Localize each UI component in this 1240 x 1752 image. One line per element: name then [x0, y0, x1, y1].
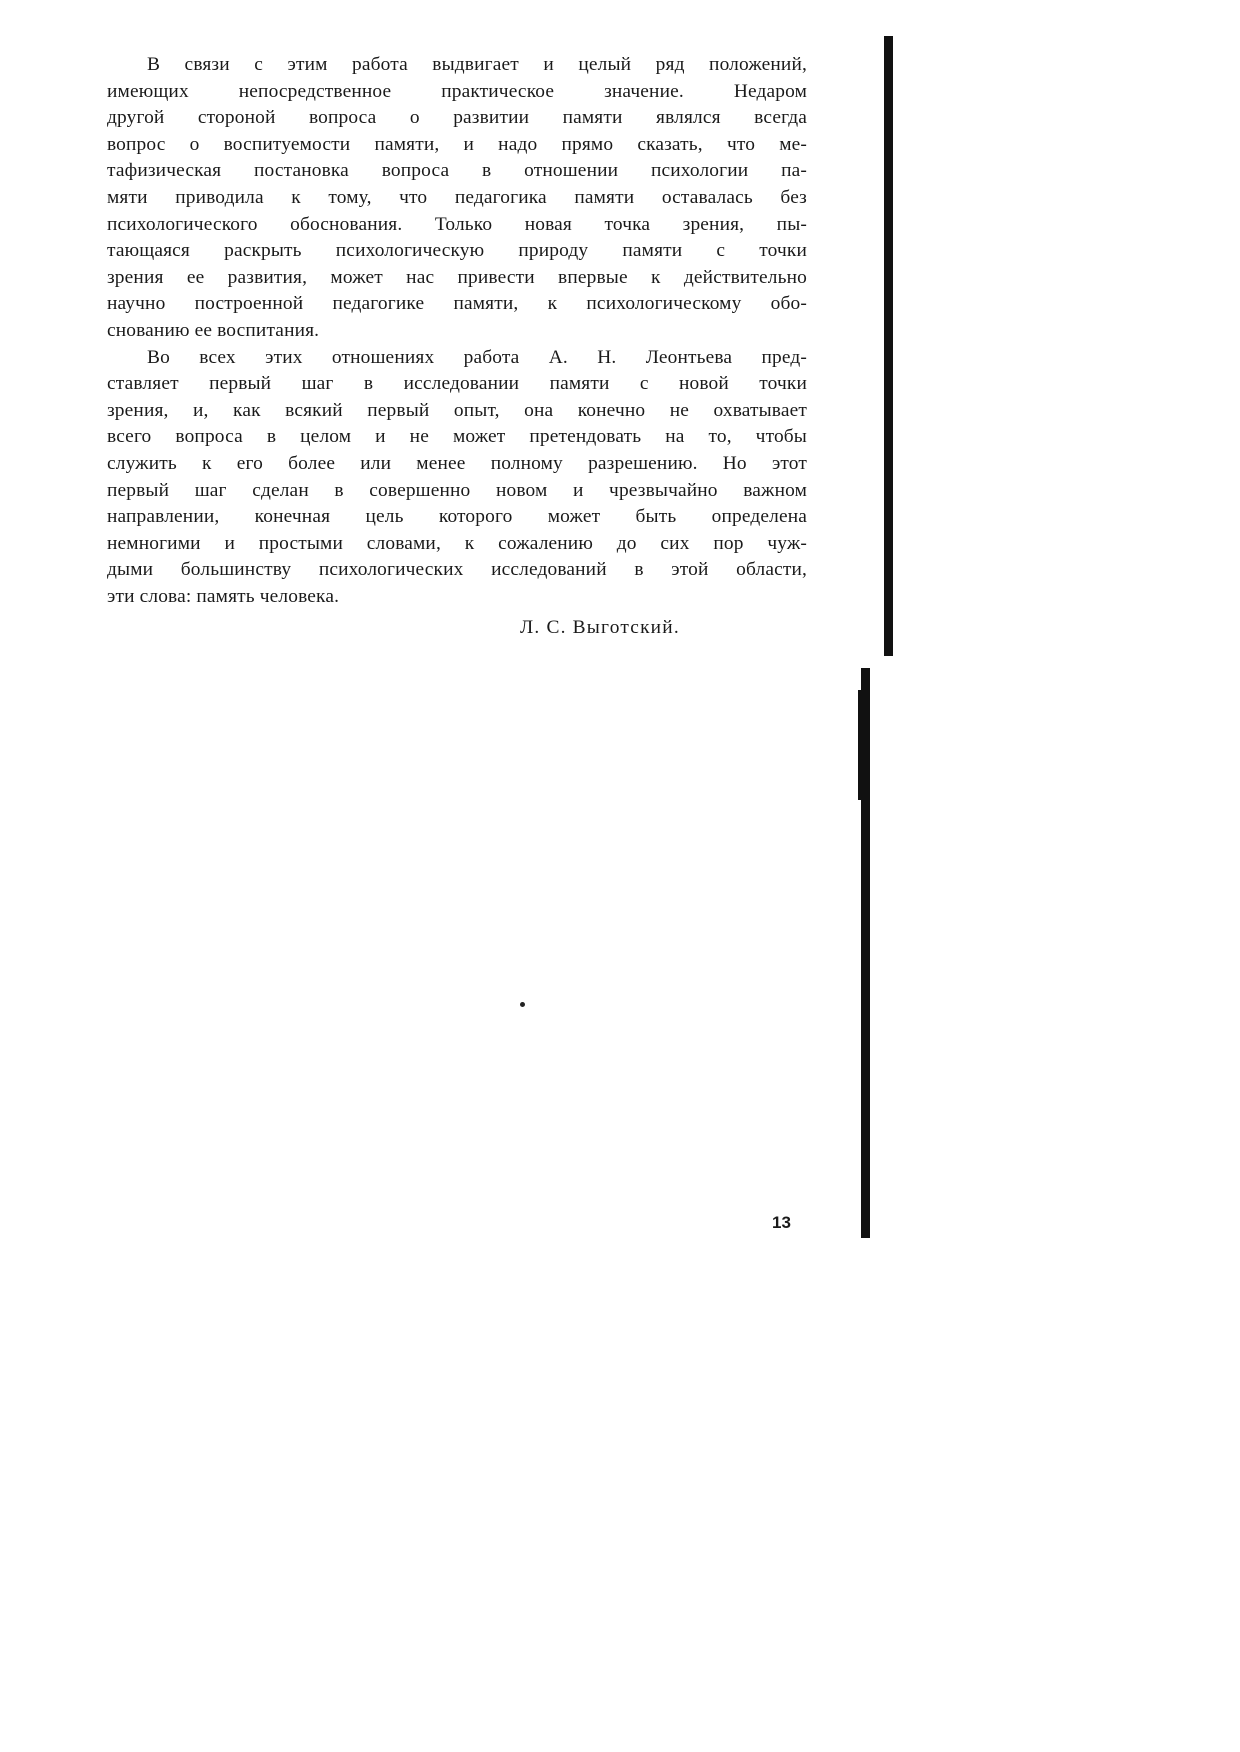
text-line: другой стороной вопроса о развитии памяти являлся всегда: [107, 107, 807, 129]
text-line: психологического обоснования. Только новая точка зрения, пы-: [107, 213, 807, 235]
text-line: направлении, конечная цель которого может быть определена: [107, 506, 807, 528]
paragraph-1: [107, 52, 807, 345]
text-line: тафизическая постановка вопроса в отношении психологии па-: [107, 160, 807, 182]
text-line: научно построенной педагогике памяти, к психологическому обо-: [107, 293, 807, 315]
text-line: зрения, и, как всякий первый опыт, она конечно не охватывает: [107, 399, 807, 421]
text-line: тающаяся раскрыть психологическую природу памяти с точки: [107, 240, 807, 262]
text-line: имеющих непосредственное практическое значение. Недаром: [107, 80, 807, 102]
text-line: дыми большинству психологических исследований в этой области,: [107, 559, 807, 581]
text-line: Во всех этих отношениях работа А. Н. Леонтьева пред-: [147, 346, 807, 368]
author-signature: Л. С. Выготский.: [520, 617, 680, 638]
text-line: всего вопроса в целом и не может претендовать на то, чтобы: [107, 426, 807, 448]
text-line: снованию ее воспитания.: [107, 319, 320, 341]
text-line: В связи с этим работа выдвигает и целый ряд положений,: [147, 54, 807, 75]
text-line: первый шаг сделан в совершенно новом и чрезвычайно важном: [107, 479, 807, 501]
text-line: вопрос о воспитуемости памяти, и надо прямо сказать, что ме-: [107, 133, 807, 155]
text-line: немногими и простыми словами, к сожалению до сих пор чуж-: [107, 532, 807, 554]
text-line: служить к его более или менее полному разрешению. Но этот: [107, 452, 807, 474]
binding-shadow-bulge: [858, 690, 865, 800]
scan-speck: [520, 1002, 525, 1007]
text-line: ставляет первый шаг в исследовании памяти с новой точки: [107, 373, 807, 395]
text-line: эти слова: память человека.: [107, 585, 340, 607]
body-text: [107, 52, 807, 610]
text-line: мяти приводила к тому, что педагогика памяти оставалась без: [107, 186, 807, 208]
binding-shadow-top: [884, 36, 893, 656]
page-number: 13: [772, 1213, 791, 1232]
text-line: зрения ее развития, может нас привести впервые к действительно: [107, 266, 807, 288]
paragraph-2: [107, 345, 807, 611]
